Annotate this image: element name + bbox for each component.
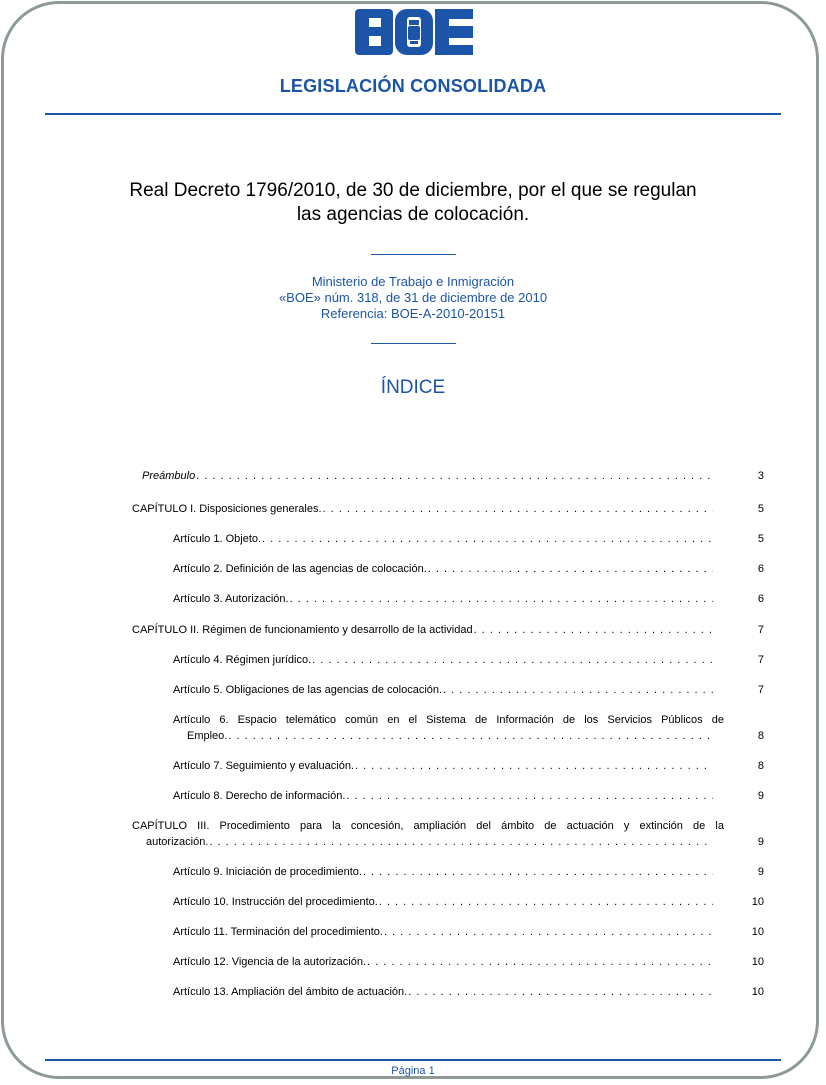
toc-entry-articulo-8[interactable]: Artículo 8. Derecho de información. . . . 9 (173, 788, 764, 804)
boe-reference: «BOE» núm. 318, de 31 de diciembre de 2010 (278, 290, 548, 305)
document-title-line-2: las agencias de colocación. (296, 204, 530, 225)
toc-entry-articulo-7[interactable]: Artículo 7. Seguimiento y evaluación. . . . 8 (173, 758, 764, 774)
title-divider (371, 254, 456, 255)
toc-entry-articulo-9[interactable]: Artículo 9. Iniciación de procedimiento. . . . 9 (173, 864, 764, 880)
index-title: ÍNDICE (380, 377, 446, 398)
footer-rule (45, 1059, 781, 1061)
toc-entry-articulo-3[interactable]: Artículo 3. Autorización. . . . 6 (173, 591, 764, 607)
section-title: LEGISLACIÓN CONSOLIDADA (279, 76, 547, 96)
document-title-line-1: Real Decreto 1796/2010, de 30 de diciembre, por el que se regulan (129, 180, 697, 201)
document-title (100, 179, 726, 227)
page-number: Página 1 (391, 1065, 435, 1077)
toc-entry-capitulo-1[interactable]: CAPÍTULO I. Disposiciones generales. . . . 5 (132, 501, 764, 517)
header-rule (45, 113, 781, 115)
toc-entry-articulo-13[interactable]: Artículo 13. Ampliación del ámbito de actuación. . . . 10 (173, 984, 764, 1000)
boe-logo (355, 9, 473, 55)
toc-entry-articulo-4[interactable]: Artículo 4. Régimen jurídico. . . . 7 (173, 652, 764, 668)
toc-entry-preambulo[interactable]: Preámbulo . . . 3 (142, 468, 764, 484)
ministry: Ministerio de Trabajo e Inmigración (311, 274, 515, 289)
document-meta (0, 274, 826, 322)
toc-entry-articulo-10[interactable]: Artículo 10. Instrucción del procedimiento. . . . 10 (173, 894, 764, 910)
reference-code: Referencia: BOE-A-2010-20151 (320, 306, 506, 321)
toc-entry-articulo-6[interactable]: Artículo 6. Espacio telemático común en el Sistema de Información de los Servicios Públicos de Empleo. . . . 8 (173, 712, 764, 744)
toc-entry-capitulo-3[interactable]: CAPÍTULO III. Procedimiento para la concesión, ampliación del ámbito de actuación y extinción de la autorización. . . . 9 (132, 818, 764, 850)
toc-entry-capitulo-2[interactable]: CAPÍTULO II. Régimen de funcionamiento y desarrollo de la actividad . . . 7 (132, 622, 764, 638)
toc-entry-articulo-5[interactable]: Artículo 5. Obligaciones de las agencias de colocación. . . . 7 (173, 682, 764, 698)
toc-entry-articulo-1[interactable]: Artículo 1. Objeto. . . . 5 (173, 531, 764, 547)
toc-entry-articulo-2[interactable]: Artículo 2. Definición de las agencias de colocación. . . . 6 (173, 561, 764, 577)
toc-entry-articulo-11[interactable]: Artículo 11. Terminación del procedimiento. . . . 10 (173, 924, 764, 940)
meta-divider (371, 343, 456, 344)
toc-entry-articulo-12[interactable]: Artículo 12. Vigencia de la autorización. . . . 10 (173, 954, 764, 970)
